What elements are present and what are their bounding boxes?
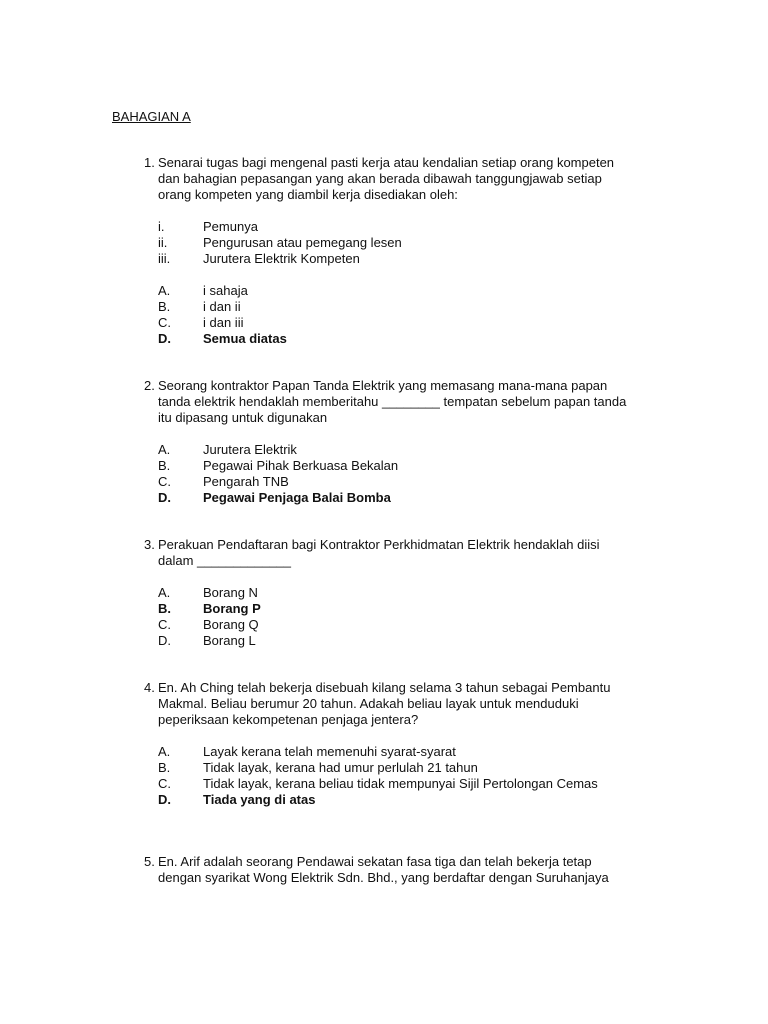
option-label: D. xyxy=(158,792,171,807)
question-number: 1. xyxy=(144,155,155,170)
option-text: Borang P xyxy=(203,601,261,616)
option-text: i sahaja xyxy=(203,283,248,298)
statement-text: Pengurusan atau pemegang lesen xyxy=(203,235,402,250)
option-label: C. xyxy=(158,617,171,632)
option-label: B. xyxy=(158,299,171,314)
option-item xyxy=(144,617,664,633)
option-text: Jurutera Elektrik xyxy=(203,442,297,457)
option-label: A. xyxy=(158,283,171,298)
question-text xyxy=(158,680,664,728)
question-number: 3. xyxy=(144,537,155,552)
question-3 xyxy=(144,537,664,649)
question-text xyxy=(158,155,664,203)
statement-text: Pemunya xyxy=(203,219,258,234)
option-label: A. xyxy=(158,744,171,759)
statement-label: iii. xyxy=(158,251,171,266)
statement-item xyxy=(144,219,664,235)
question-line: Senarai tugas bagi mengenal pasti kerja atau kendalian setiap orang kompeten xyxy=(158,155,615,170)
option-item xyxy=(144,458,664,474)
question-2 xyxy=(144,378,664,506)
option-item xyxy=(144,315,664,331)
question-line: Perakuan Pendaftaran bagi Kontraktor Perkhidmatan Elektrik hendaklah diisi xyxy=(158,537,600,552)
option-item-answer xyxy=(144,331,664,347)
option-text: Borang Q xyxy=(203,617,259,632)
option-item-answer xyxy=(144,601,664,617)
option-item-answer xyxy=(144,490,664,506)
option-label: D. xyxy=(158,633,171,648)
option-label: A. xyxy=(158,585,171,600)
option-text: Tidak layak, kerana had umur perlulah 21 tahun xyxy=(203,760,478,775)
option-text: Tiada yang di atas xyxy=(203,792,316,807)
statement-label: i. xyxy=(158,219,165,234)
question-line: Makmal. Beliau berumur 20 tahun. Adakah beliau layak untuk menduduki xyxy=(158,696,579,711)
option-item xyxy=(144,442,664,458)
option-item xyxy=(144,633,664,649)
option-text: i dan ii xyxy=(203,299,241,314)
question-text xyxy=(158,537,664,569)
option-item xyxy=(144,585,664,601)
option-text: Borang N xyxy=(203,585,258,600)
question-line: orang kompeten yang diambil kerja disediakan oleh: xyxy=(158,187,458,202)
option-label: D. xyxy=(158,331,171,346)
question-4 xyxy=(144,680,664,808)
question-line: dalam _____________ xyxy=(158,553,292,568)
option-item xyxy=(144,299,664,315)
option-label: B. xyxy=(158,760,171,775)
statement-list xyxy=(144,219,664,267)
statement-item xyxy=(144,251,664,267)
option-label: A. xyxy=(158,442,171,457)
option-list xyxy=(144,744,664,808)
option-item xyxy=(144,760,664,776)
question-number: 5. xyxy=(144,854,155,869)
question-line: En. Arif adalah seorang Pendawai sekatan fasa tiga dan telah bekerja tetap xyxy=(158,854,592,869)
question-5 xyxy=(144,854,664,886)
statement-label: ii. xyxy=(158,235,168,250)
option-list xyxy=(144,442,664,506)
option-label: C. xyxy=(158,474,171,489)
option-item xyxy=(144,283,664,299)
question-line: tanda elektrik hendaklah memberitahu ________ tempatan sebelum papan tanda xyxy=(158,394,627,409)
option-text: Semua diatas xyxy=(203,331,287,346)
option-item xyxy=(144,744,664,760)
option-text: Pengarah TNB xyxy=(203,474,289,489)
question-line: itu dipasang untuk digunakan xyxy=(158,410,328,425)
question-1 xyxy=(144,155,664,347)
option-text: Pegawai Penjaga Balai Bomba xyxy=(203,490,391,505)
question-line: dengan syarikat Wong Elektrik Sdn. Bhd., yang berdaftar dengan Suruhanjaya xyxy=(158,870,609,885)
option-item xyxy=(144,474,664,490)
section-title: BAHAGIAN A xyxy=(112,109,191,124)
option-label: C. xyxy=(158,315,171,330)
question-text xyxy=(158,854,664,886)
statement-item xyxy=(144,235,664,251)
question-number: 2. xyxy=(144,378,155,393)
question-line: peperiksaan kekompetenan penjaga jentera? xyxy=(158,712,419,727)
option-text: Layak kerana telah memenuhi syarat-syarat xyxy=(203,744,456,759)
option-label: B. xyxy=(158,601,171,616)
question-line: dan bahagian pepasangan yang akan berada dibawah tanggungjawab setiap xyxy=(158,171,602,186)
option-label: D. xyxy=(158,490,171,505)
question-line: Seorang kontraktor Papan Tanda Elektrik yang memasang mana-mana papan xyxy=(158,378,608,393)
option-text: Pegawai Pihak Berkuasa Bekalan xyxy=(203,458,399,473)
option-list xyxy=(144,283,664,347)
option-label: B. xyxy=(158,458,171,473)
question-text xyxy=(158,378,664,426)
option-text: i dan iii xyxy=(203,315,244,330)
option-text: Borang L xyxy=(203,633,256,648)
option-item xyxy=(144,776,664,792)
option-text: Tidak layak, kerana beliau tidak mempunyai Sijil Pertolongan Cemas xyxy=(203,776,598,791)
question-number: 4. xyxy=(144,680,155,695)
option-list xyxy=(144,585,664,649)
statement-text: Jurutera Elektrik Kompeten xyxy=(203,251,360,266)
option-item-answer xyxy=(144,792,664,808)
question-line: En. Ah Ching telah bekerja disebuah kilang selama 3 tahun sebagai Pembantu xyxy=(158,680,611,695)
option-label: C. xyxy=(158,776,171,791)
